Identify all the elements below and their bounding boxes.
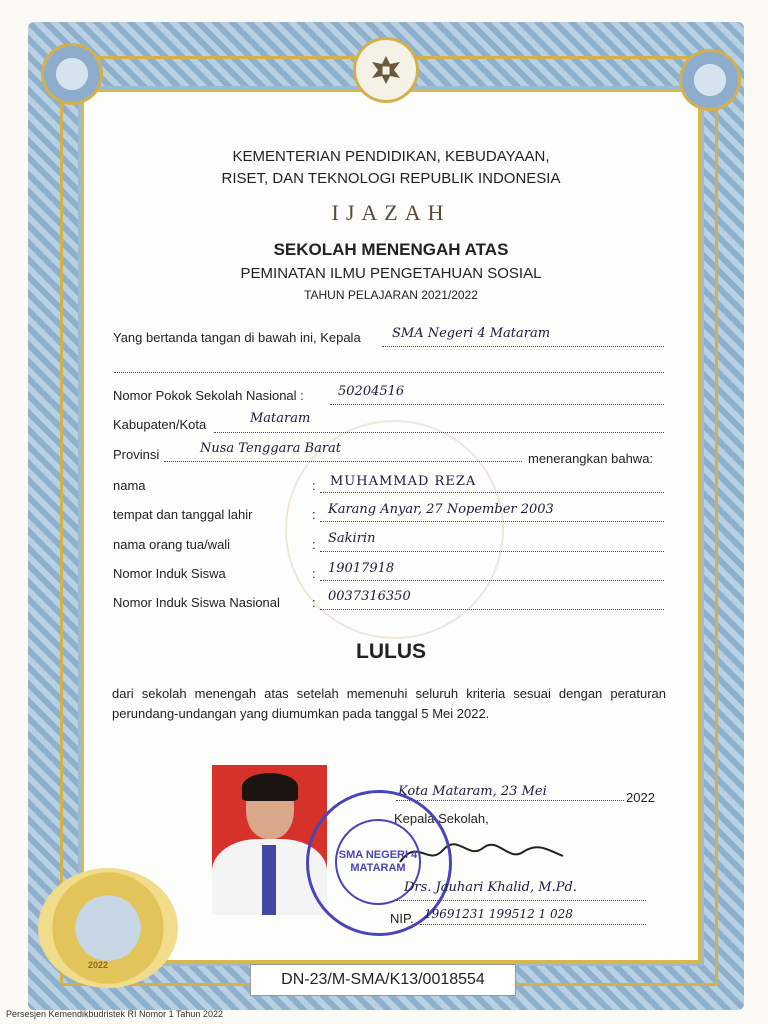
stamp-text: SMA NEGERI 4 MATARAM: [335, 819, 421, 905]
field-colon: :: [312, 507, 316, 522]
gold-hologram-seal: [38, 868, 178, 988]
serial-number: DN-23/M-SMA/K13/0018554: [250, 964, 516, 996]
npsn-value: 50204516: [338, 384, 405, 399]
province-value: Nusa Tenggara Barat: [200, 441, 342, 456]
photo-tie: [262, 845, 276, 915]
field-colon: :: [312, 566, 316, 581]
field-value-nisn: 0037316350: [328, 589, 411, 604]
field-colon: :: [312, 478, 316, 493]
nip-label: NIP.: [390, 911, 414, 926]
principal-name: Drs. Jauhari Khalid, M.Pd.: [404, 880, 577, 895]
field-colon: :: [312, 595, 316, 610]
field-label-parent: nama orang tua/wali: [113, 537, 231, 552]
dotted-line: [420, 924, 646, 925]
npsn-label: Nomor Pokok Sekolah Nasional :: [113, 388, 304, 403]
field-value-birth: Karang Anyar, 27 Nopember 2003: [328, 502, 554, 517]
corner-ornament-top-right: [682, 52, 738, 108]
dotted-line: [320, 492, 664, 493]
graduation-result: LULUS: [356, 640, 426, 663]
field-value-nama: MUHAMMAD REZA: [330, 474, 477, 489]
dotted-line: [320, 551, 664, 552]
seal-year: 2022: [88, 960, 109, 970]
document-title: IJAZAH: [331, 200, 451, 225]
program-name: PEMINATAN ILMU PENGETAHUAN SOSIAL: [240, 265, 542, 282]
ministry-heading: [84, 146, 698, 190]
footer-reference: Persesjen Kemendikbudristek RI Nomor 1 Tahun 2022: [6, 1009, 223, 1019]
field-value-nis: 19017918: [328, 561, 395, 576]
nip-value: 19691231 199512 1 028: [424, 907, 573, 921]
photo-hair: [242, 773, 298, 801]
ministry-line-1: KEMENTERIAN PENDIDIKAN, KEBUDAYAAN,: [232, 148, 550, 165]
dotted-line: [164, 461, 522, 462]
corner-ornament-top-left: [44, 46, 100, 102]
garuda-emblem-icon: [356, 40, 416, 100]
dotted-line: [320, 580, 664, 581]
dotted-line: [330, 404, 664, 405]
ministry-line-2: RISET, DAN TEKNOLOGI REPUBLIK INDONESIA: [221, 170, 561, 187]
place-date: Kota Mataram, 23 Mei: [398, 784, 547, 799]
field-label-nis: Nomor Induk Siswa: [113, 566, 226, 581]
dotted-line: [396, 900, 646, 901]
dotted-line: [320, 609, 664, 610]
field-label-nisn: Nomor Induk Siswa Nasional: [113, 595, 280, 610]
dotted-line: [396, 800, 624, 801]
school-name-value: SMA Negeri 4 Mataram: [392, 326, 551, 341]
result-paragraph: dari sekolah menengah atas setelah memenuhi seluruh kriteria sesuai dengan peraturan perundang-undangan yang diumumkan pada tanggal 5 Mei 2022.: [112, 686, 666, 721]
province-label: Provinsi: [113, 447, 160, 462]
states-label: menerangkan bahwa:: [528, 451, 654, 466]
city-label: Kabupaten/Kota: [113, 417, 207, 432]
dotted-line: [382, 346, 664, 347]
dotted-line: [114, 372, 664, 373]
intro-label: Yang bertanda tangan di bawah ini, Kepala: [113, 330, 361, 345]
dotted-line: [320, 521, 664, 522]
principal-title: Kepala Sekolah,: [394, 811, 489, 826]
school-level: SEKOLAH MENENGAH ATAS: [273, 240, 509, 259]
sign-year: 2022: [626, 790, 655, 805]
dotted-line: [214, 432, 664, 433]
field-label-nama: nama: [113, 478, 146, 493]
field-label-birth: tempat dan tanggal lahir: [113, 507, 253, 522]
academic-year: TAHUN PELAJARAN 2021/2022: [304, 288, 478, 302]
field-value-parent: Sakirin: [328, 531, 376, 546]
city-value: Mataram: [250, 411, 311, 426]
field-colon: :: [312, 537, 316, 552]
